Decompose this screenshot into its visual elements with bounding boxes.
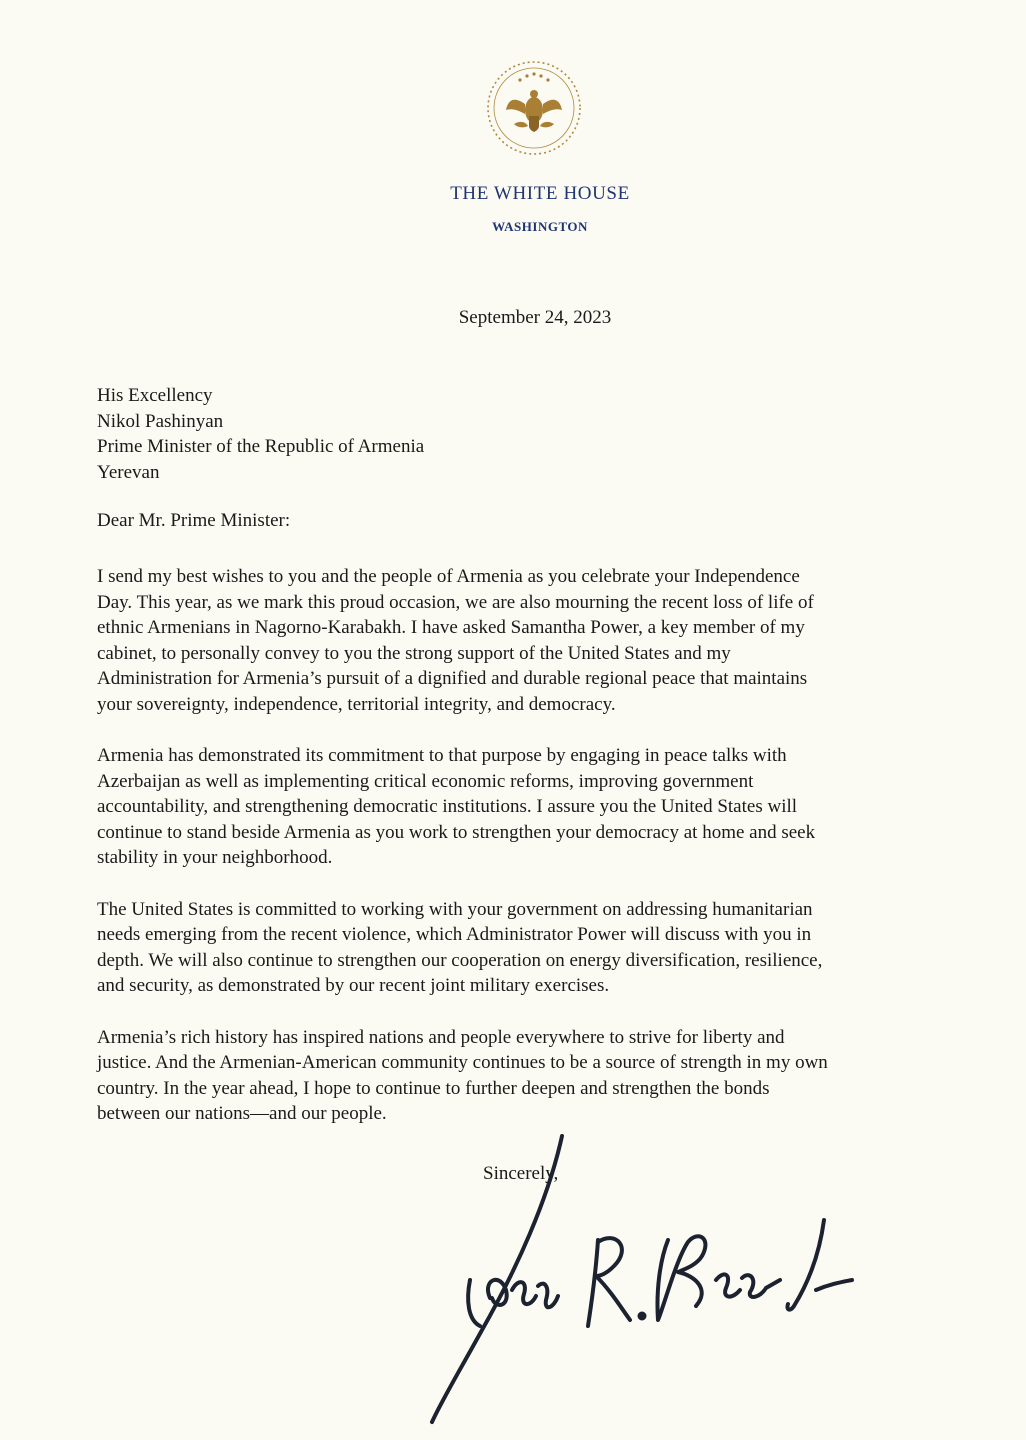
recipient-line: Prime Minister of the Republic of Armenia — [97, 436, 425, 457]
text-line: ethnic Armenians in Nagorno-Karabakh. I have asked Samantha Power, a key member of my — [97, 617, 805, 638]
handwritten-signature-icon — [420, 1130, 860, 1430]
text-line: The United States is committed to working with your government on addressing humanitarian — [97, 898, 813, 920]
text-line: justice. And the Armenian-American community continues to be a source of strength in my own — [97, 1052, 828, 1073]
text-line: needs emerging from the recent violence, which Administrator Power will discuss with you in — [97, 924, 812, 945]
text-line: depth. We will also continue to strengthen our cooperation on energy diversification, resilience, — [97, 949, 823, 971]
paragraph — [97, 1025, 977, 1127]
recipient-line: His Excellency — [97, 385, 213, 406]
text-line: stability in your neighborhood. — [97, 847, 333, 868]
recipient-address — [97, 383, 424, 485]
text-line: Day. This year, as we mark this proud occasion, we are also mourning the recent loss of life of — [97, 591, 814, 613]
recipient-line: Yerevan — [97, 461, 160, 483]
letter-date: September 24, 2023 — [458, 307, 612, 328]
text-line: Armenia has demonstrated its commitment to that purpose by engaging in peace talks with — [97, 745, 787, 766]
text-line: accountability, and strengthening democratic institutions. I assure you the United States will — [97, 796, 798, 817]
letterhead-city: WASHINGTON — [492, 219, 588, 234]
text-line: I send my best wishes to you and the people of Armenia as you celebrate your Independence — [97, 566, 800, 587]
text-line: continue to stand beside Armenia as you work to strengthen your democracy at home and seek — [97, 821, 816, 843]
text-line: between our nations—and our people. — [97, 1103, 387, 1124]
paragraph — [97, 743, 977, 871]
salutation: Dear Mr. Prime Minister: — [97, 510, 291, 531]
text-line: Azerbaijan as well as implementing critical economic reforms, improving government — [97, 770, 754, 792]
text-line: Administration for Armenia’s pursuit of a dignified and durable regional peace that maintains — [97, 668, 808, 689]
text-line: Armenia’s rich history has inspired nations and people everywhere to strive for liberty and — [97, 1026, 785, 1048]
text-line: country. In the year ahead, I hope to continue to further deepen and strengthen the bonds — [97, 1077, 770, 1099]
paragraph — [97, 897, 977, 999]
letter-body — [97, 564, 977, 1153]
text-line: and security, as demonstrated by our recent joint military exercises. — [97, 975, 610, 996]
text-line: cabinet, to personally convey to you the strong support of the United States and my — [97, 642, 731, 664]
paragraph — [97, 564, 977, 717]
recipient-line: Nikol Pashinyan — [97, 410, 224, 432]
presidential-seal-icon — [484, 58, 584, 158]
text-line: your sovereignty, independence, territorial integrity, and democracy. — [97, 693, 616, 715]
letterhead-title: THE WHITE HOUSE — [450, 183, 630, 204]
closing: Sincerely, — [483, 1163, 559, 1184]
